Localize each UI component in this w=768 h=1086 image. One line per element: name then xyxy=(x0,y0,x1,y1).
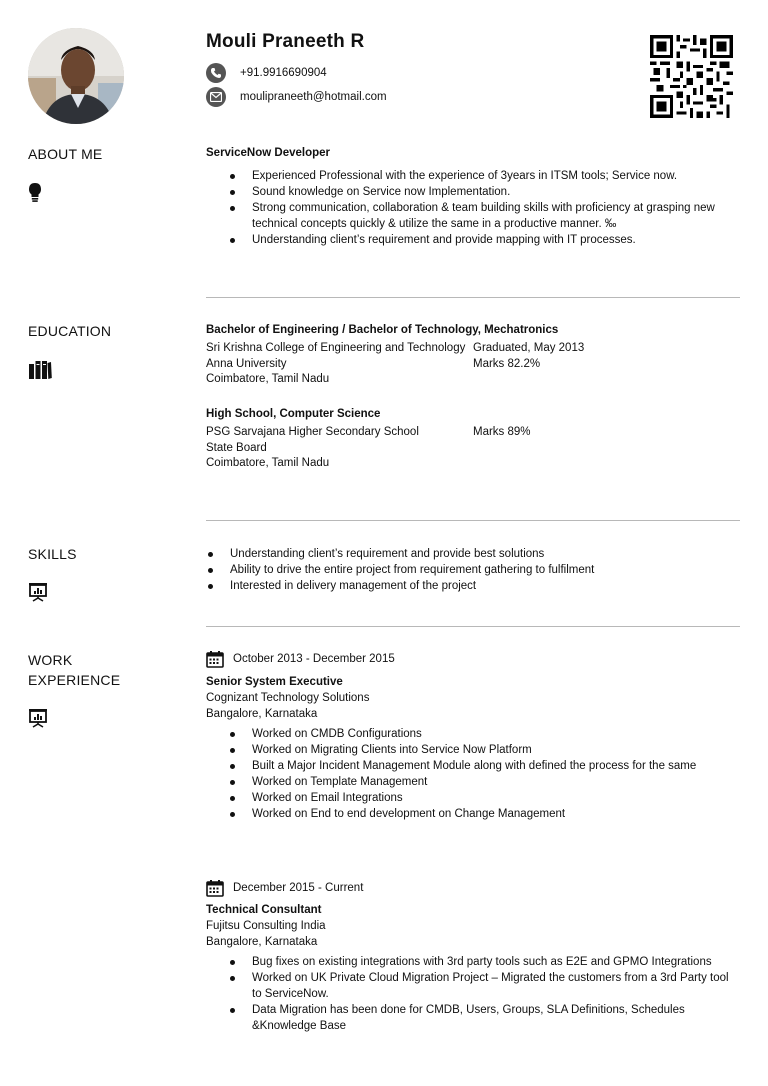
list-item: Worked on UK Private Cloud Migration Project – Migrated the customers from a 3rd Party tool to ServiceNow. xyxy=(206,970,740,1002)
skills-section-title: SKILLS xyxy=(28,546,77,562)
job-location: Bangalore, Karnataka xyxy=(206,936,318,948)
marks: Marks 82.2% xyxy=(473,357,541,370)
job-dates-row xyxy=(206,650,740,668)
list-item: Worked on End to end development on Change Management xyxy=(206,806,740,822)
list-item: Built a Major Incident Management Module along with defined the process for the same xyxy=(206,758,740,774)
education-section-title: EDUCATION xyxy=(28,323,112,339)
degree-title: Bachelor of Engineering / Bachelor of Technology, Mechatronics xyxy=(206,324,559,336)
list-item: Worked on CMDB Configurations xyxy=(206,726,740,742)
list-item: Sound knowledge on Service now Implementation. xyxy=(206,184,740,200)
list-item: Understanding client’s requirement and provide mapping with IT processes. xyxy=(206,232,740,248)
job-duties-list xyxy=(206,954,740,1034)
degree-title: High School, Computer Science xyxy=(206,408,381,420)
education-entry xyxy=(206,408,740,472)
list-item: Interested in delivery management of the project xyxy=(206,578,740,594)
job-title: Technical Consultant xyxy=(206,904,322,916)
books-icon xyxy=(28,360,50,382)
section-divider xyxy=(206,520,740,521)
school-name: PSG Sarvajana Higher Secondary School xyxy=(206,426,419,438)
calendar-icon xyxy=(206,879,224,897)
list-item: Strong communication, collaboration & team building skills with proficiency at grasping new technical concepts quickly & utilize the same in a productive manner. ‰ xyxy=(206,200,740,232)
section-divider xyxy=(206,297,740,298)
phone-row xyxy=(206,63,327,83)
education-entry xyxy=(206,324,740,388)
job-entry xyxy=(206,650,740,822)
job-dates: October 2013 - December 2015 xyxy=(233,653,395,665)
email-row xyxy=(206,87,387,107)
calendar-icon xyxy=(206,650,224,668)
school-location: Coimbatore, Tamil Nadu xyxy=(206,373,330,385)
list-item: Worked on Email Integrations xyxy=(206,790,740,806)
job-title: Senior System Executive xyxy=(206,676,343,688)
board-name: State Board xyxy=(206,441,267,454)
job-entry xyxy=(206,879,740,1034)
list-item: Experienced Professional with the experience of 3years in ITSM tools; Service now. xyxy=(206,168,740,184)
list-item: Ability to drive the entire project from requirement gathering to fulfilment xyxy=(206,562,740,578)
job-dates-row xyxy=(206,879,740,897)
profile-photo xyxy=(28,28,124,124)
company-name: Fujitsu Consulting India xyxy=(206,920,326,932)
university-name: Anna University xyxy=(206,357,287,370)
company-name: Cognizant Technology Solutions xyxy=(206,692,370,704)
about-section-title: ABOUT ME xyxy=(28,146,103,162)
marks: Marks 89% xyxy=(473,426,531,438)
job-dates: December 2015 - Current xyxy=(233,882,364,894)
school-name: Sri Krishna College of Engineering and Technology xyxy=(206,342,466,354)
work-title-line1: WORK xyxy=(28,652,73,668)
graduation-status: Graduated, May 2013 xyxy=(473,342,585,354)
lightbulb-icon xyxy=(28,182,50,204)
phone-icon xyxy=(206,63,226,83)
list-item: Worked on Template Management xyxy=(206,774,740,790)
about-role: ServiceNow Developer xyxy=(206,147,331,159)
work-title-line2: EXPERIENCE xyxy=(28,672,121,688)
skills-list xyxy=(206,546,740,594)
job-location: Bangalore, Karnataka xyxy=(206,708,318,720)
section-divider xyxy=(206,626,740,627)
email-address[interactable]: moulipraneeth@hotmail.com xyxy=(240,91,387,103)
candidate-name: Mouli Praneeth R xyxy=(206,31,365,52)
phone-number: +91.9916690904 xyxy=(240,67,327,79)
presentation-icon xyxy=(28,708,50,730)
presentation-icon xyxy=(28,582,50,604)
school-location: Coimbatore, Tamil Nadu xyxy=(206,457,330,469)
list-item: Worked on Migrating Clients into Service Now Platform xyxy=(206,742,740,758)
list-item: Understanding client’s requirement and provide best solutions xyxy=(206,546,740,562)
email-icon xyxy=(206,87,226,107)
work-section-title xyxy=(28,650,120,690)
qr-code-icon xyxy=(650,35,733,118)
about-list xyxy=(206,168,740,248)
list-item: Data Migration has been done for CMDB, Users, Groups, SLA Definitions, Schedules &Knowledge Base xyxy=(206,1002,740,1034)
job-duties-list xyxy=(206,726,740,822)
list-item: Bug fixes on existing integrations with 3rd party tools such as E2E and GPMO Integrations xyxy=(206,954,740,970)
